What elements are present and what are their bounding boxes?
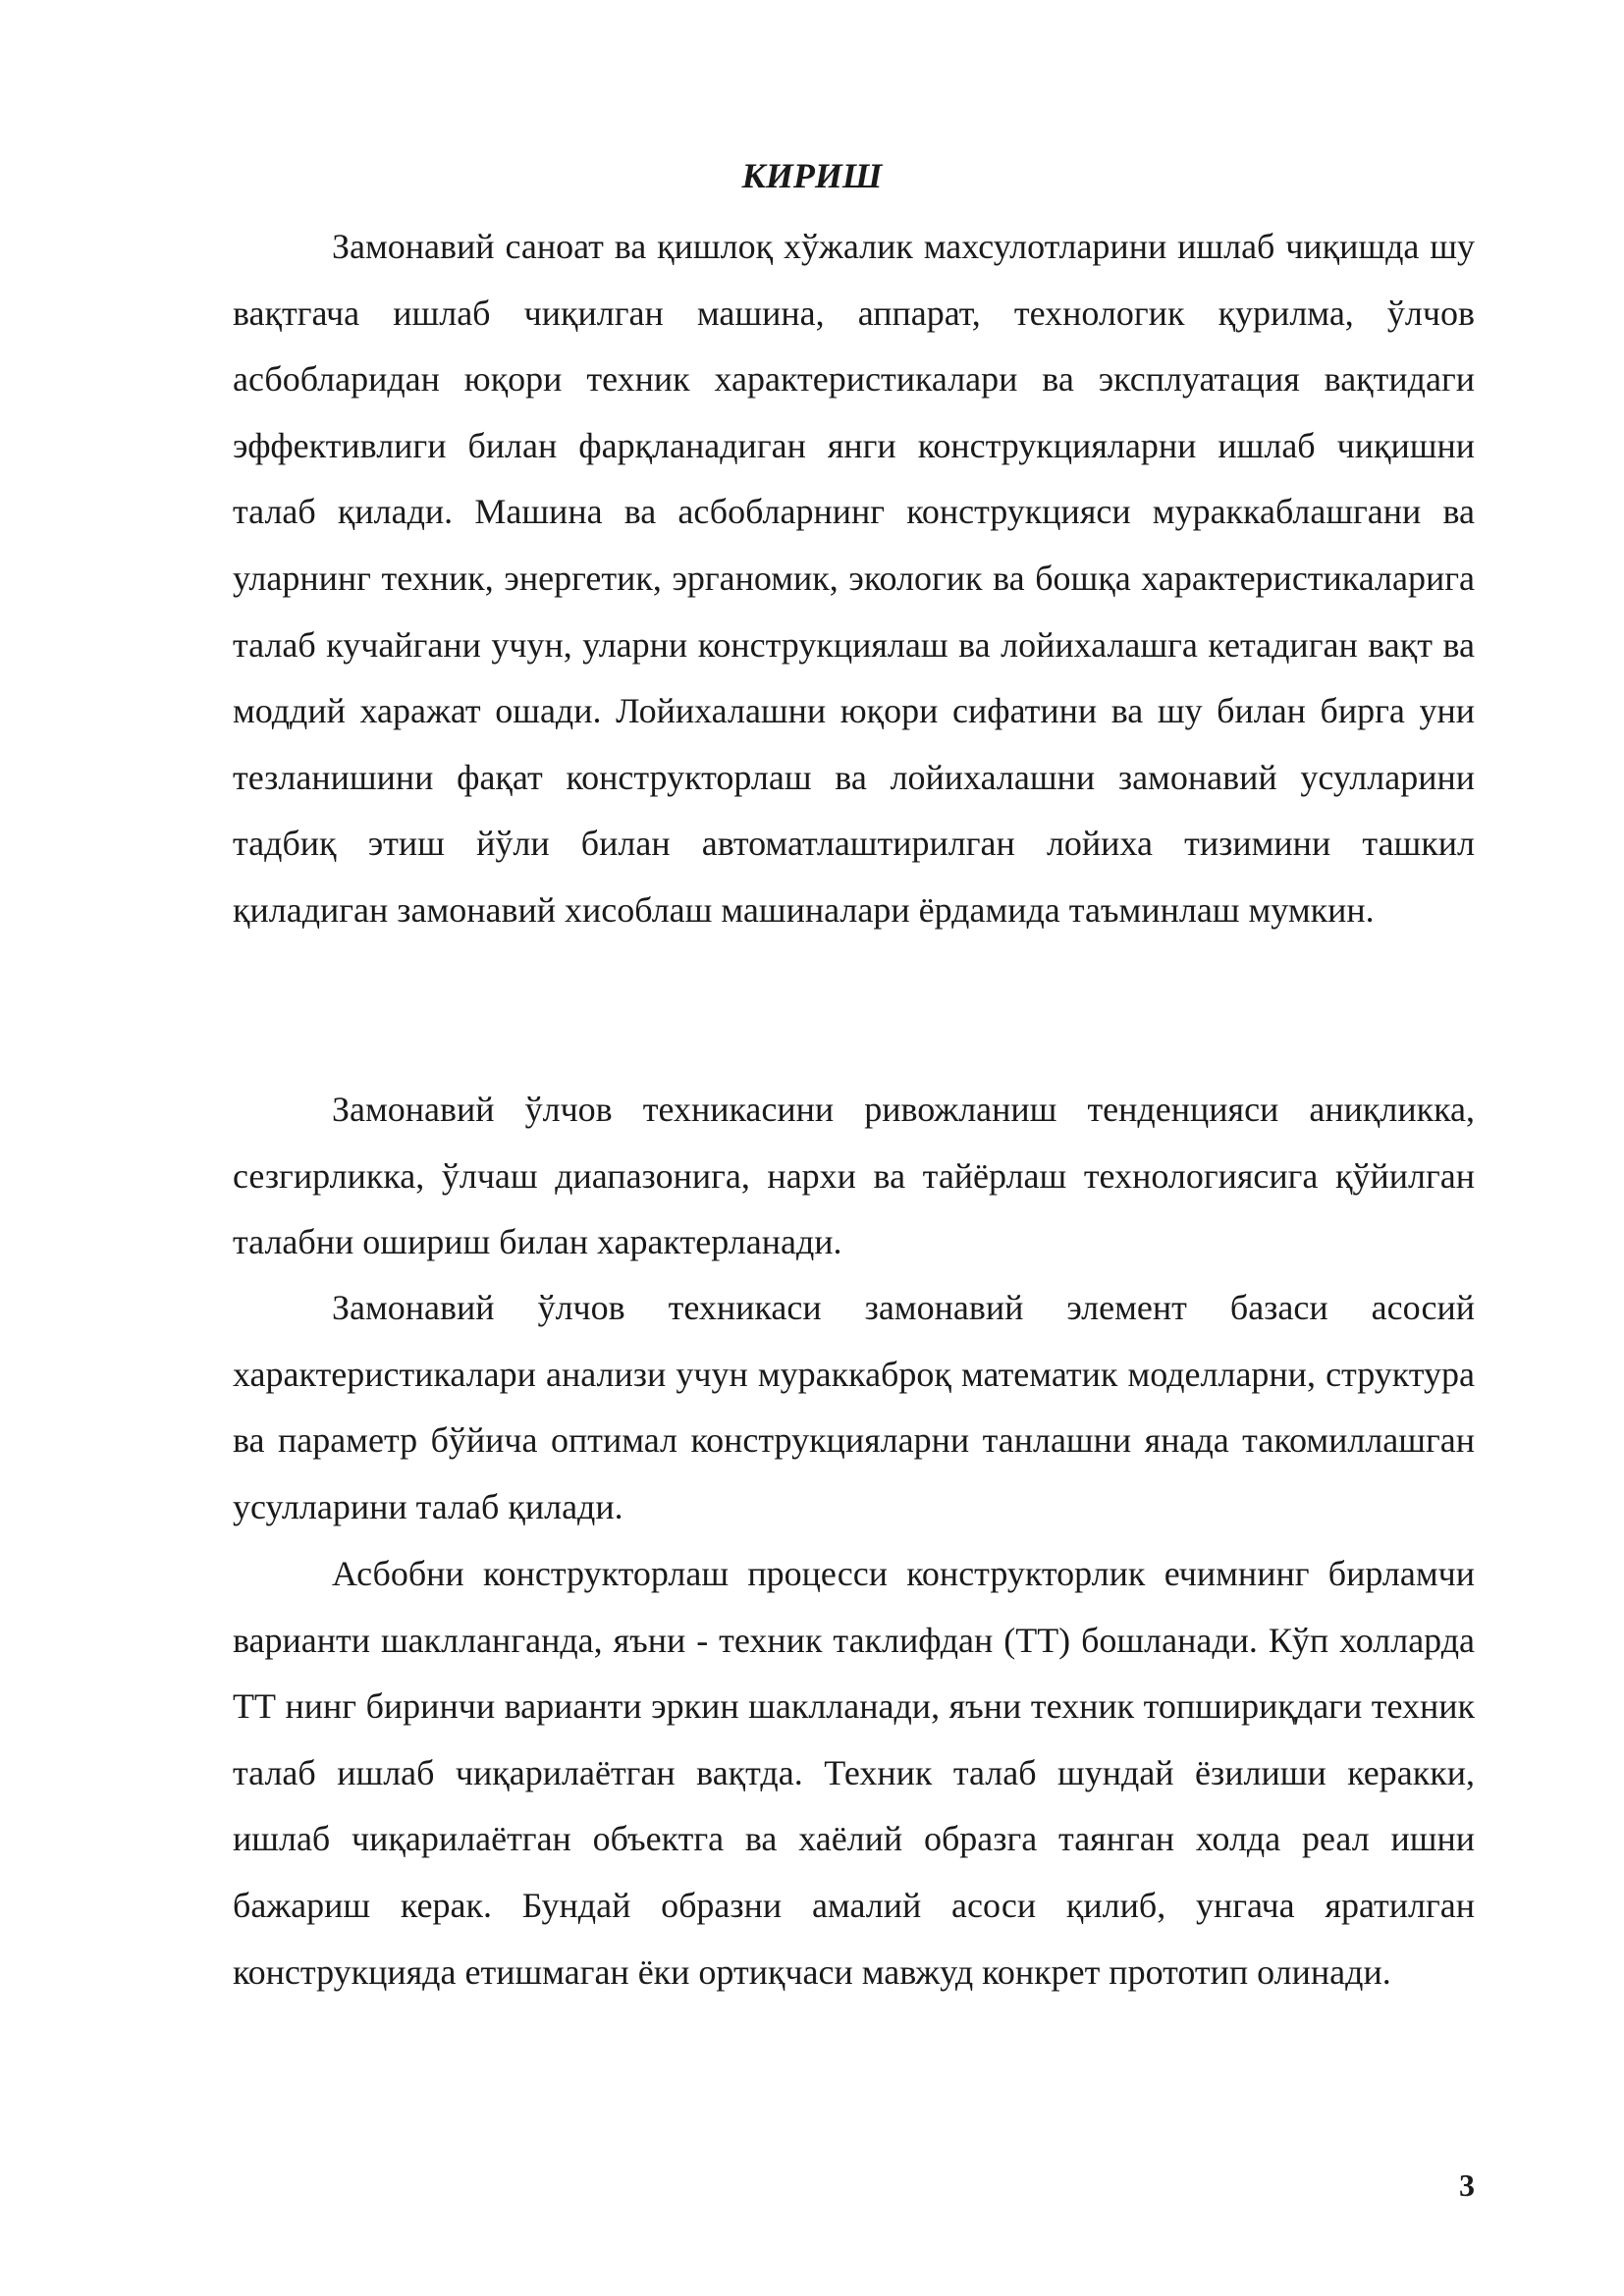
paragraph-2: Замонавий ўлчов техникасини ривожланиш тенденцияси аниқликка, сезгирликка, ўлчаш диапазонига, нархи ва тайёрлаш технологиясига қўйилган талабни ошириш билан характерланади. bbox=[233, 1090, 1475, 1262]
paragraph-4: Асбобни конструкторлаш процесси конструкторлик ечимнинг бирламчи варианти шаклланганда, яъни - техник таклифдан (ТТ) бошланади. Кўп холларда ТТ нинг биринчи варианти эркин шаклланади, яъни техник топшириқдаги техник талаб ишлаб чиқарилаётган вақтда. Техник талаб шундай ёзилиши керакки, ишлаб чиқарилаётган объектга ва хаёлий образга таянган холда реал ишни бажариш керак. Бундай образни амалий асоси қилиб, унгача яратилган конструкцияда етишмаган ёки ортиқчаси мавжуд конкрет прототип олинади. bbox=[233, 1554, 1475, 1992]
paragraph-1: Замонавий саноат ва қишлоқ хўжалик махсулотларини ишлаб чиқишда шу вақтгача ишлаб чиқилган машина, аппарат, технологик қурилма, ўлчов асбобларидан юқори техник характеристикалари ва эксплуатация вақтидаги эффективлиги билан фарқланадиган янги конструкцияларни ишлаб чиқишни талаб қилади. Машина ва асбобларнинг конструкцияси мураккаблашгани ва уларнинг техник, энергетик, эрганомик, экологик ва бошқа характеристикаларига талаб кучайгани учун, уларни конструкциялаш ва лойихалашга кетадиган вақт ва моддий харажат ошади. Лойихалашни юқори сифатини ва шу билан бирга уни тезланишини фақат конструкторлаш ва лойихалашни замонавий усулларини тадбиқ этиш йўли билан автоматлаштирилган лойиха тизимини ташкил қиладиган замонавий хисоблаш машиналари ёрдамида таъминлаш мумкин. bbox=[233, 227, 1475, 930]
paragraph-3: Замонавий ўлчов техникаси замонавий элемент базаси асосий характеристикалари анализи учун мураккаброқ математик моделларни, структура ва параметр бўйича оптимал конструкцияларни танлашни янада такомиллашган усулларини талаб қилади. bbox=[233, 1288, 1475, 1526]
page-number: 3 bbox=[1459, 2167, 1475, 2203]
page-title: КИРИШ bbox=[741, 156, 883, 195]
